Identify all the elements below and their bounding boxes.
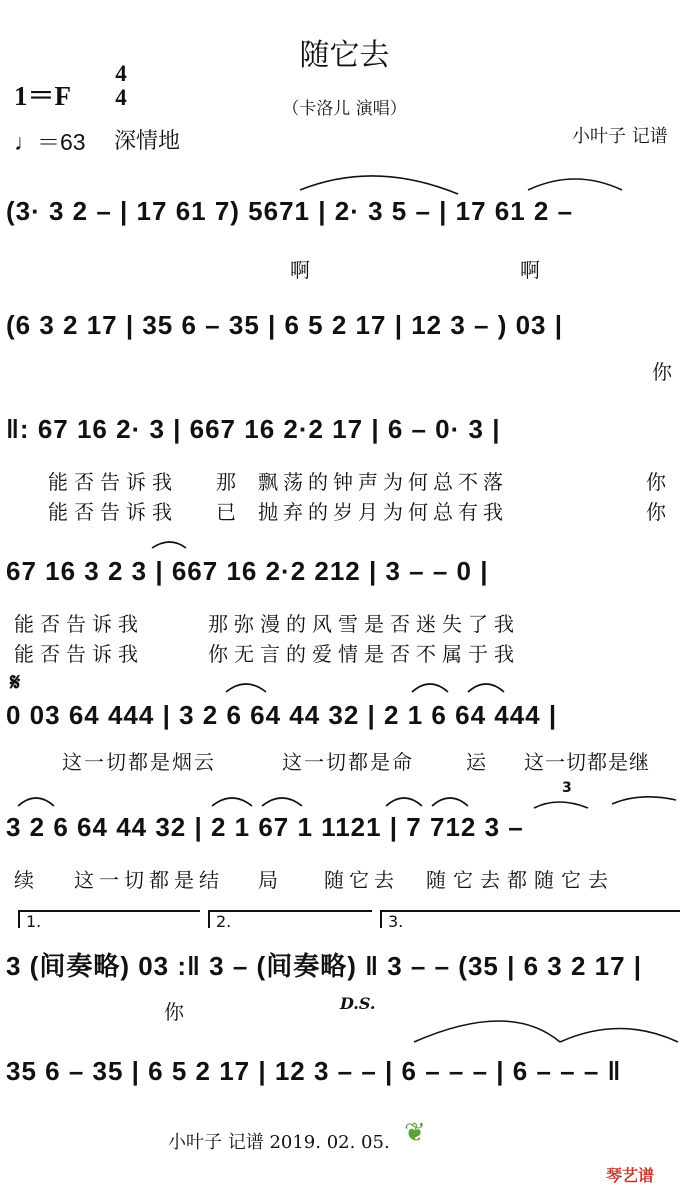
lyric: 这一切都是结 xyxy=(74,868,224,892)
notation: (3· 3 2 – | 17 61 7) 5671 | 2· 3 5 – | 17 61 2 – xyxy=(6,196,574,226)
segno-sign: 𝄋 xyxy=(10,668,21,696)
lyric: 这一切都是命 xyxy=(282,750,414,774)
lyric: 能否告诉我 xyxy=(48,470,178,494)
lyric: 已 xyxy=(216,500,236,524)
lyric: 飘荡的钟声为何总不落 xyxy=(258,470,508,494)
footer-note: 小叶子 记谱 2019. 02. 05. xyxy=(168,1132,390,1153)
arranger-credit: 小叶子 记谱 xyxy=(572,126,668,147)
lyric: 能否告诉我 xyxy=(14,612,144,636)
performer-credit: （卡洛儿 演唱） xyxy=(282,99,407,119)
triplet-mark: 3 xyxy=(562,780,572,796)
site-brand: 琴艺谱 xyxy=(606,1166,655,1185)
lyric: 你 xyxy=(652,360,672,384)
time-signature-bottom: 4 xyxy=(115,85,127,110)
notation: 0 03 64 444 | 3 2 6 64 44 32 | 2 1 6 64 444 | xyxy=(6,700,558,730)
dal-segno: D.S. xyxy=(340,994,376,1013)
lyric: 你无言的爱情是否不属于我 xyxy=(208,642,520,666)
notation: 67 16 3 2 3 | 667 16 2·2 212 | 3 – – 0 | xyxy=(6,556,489,586)
notation: ‖: 67 16 2· 3 | 667 16 2·2 17 | 6 – 0· 3 | xyxy=(6,414,501,444)
lyric: 你 xyxy=(646,500,666,524)
lyric: 随它去 xyxy=(324,868,399,892)
lyric: 那 xyxy=(216,470,236,494)
lyric: 啊 xyxy=(520,258,540,282)
slurs xyxy=(18,176,678,1042)
lyric: 局 xyxy=(258,868,278,892)
key-signature: 1＝F xyxy=(14,81,71,111)
leaf-icon: ❦ xyxy=(404,1118,426,1148)
lyric: 运 xyxy=(466,750,486,774)
notation: 35 6 – 35 | 6 5 2 17 | 12 3 – – | 6 – – – | 6 – – – ‖ xyxy=(6,1056,622,1086)
notation: (6 3 2 17 | 35 6 – 35 | 6 5 2 17 | 12 3 – ) 03 | xyxy=(6,310,564,340)
volta-2: 2. xyxy=(208,910,372,928)
expression-marking: 深情地 xyxy=(114,129,181,154)
lyric: 啊 xyxy=(290,258,310,282)
lyric: 这一切都是继 xyxy=(524,750,650,774)
volta-1: 1. xyxy=(18,910,200,928)
lyric: 抛弃的岁月为何总有我 xyxy=(258,500,508,524)
time-signature-top: 4 xyxy=(115,61,127,86)
lyric: 随它去都随它去 xyxy=(426,868,615,892)
lyric: 你 xyxy=(164,1000,184,1024)
notation: 3 (间奏略) 03 :‖ 3 – (间奏略) ‖ 3 – – (35 | 6 3 2 17 | xyxy=(6,951,643,981)
lyric: 能否告诉我 xyxy=(14,642,144,666)
lyric: 能否告诉我 xyxy=(48,500,178,524)
volta-3: 3. xyxy=(380,910,680,928)
tempo-marking: ♩＝63 xyxy=(14,129,86,155)
lyric: 那弥漫的风雪是否迷失了我 xyxy=(208,612,520,636)
lyric: 你 xyxy=(646,470,666,494)
notation: 3 2 6 64 44 32 | 2 1 67 1 1121 | 7 712 3 – xyxy=(6,812,524,842)
song-title: 随它去 xyxy=(299,38,390,73)
lyric: 这一切都是烟云 xyxy=(62,750,216,774)
lyric: 续 xyxy=(14,868,34,892)
